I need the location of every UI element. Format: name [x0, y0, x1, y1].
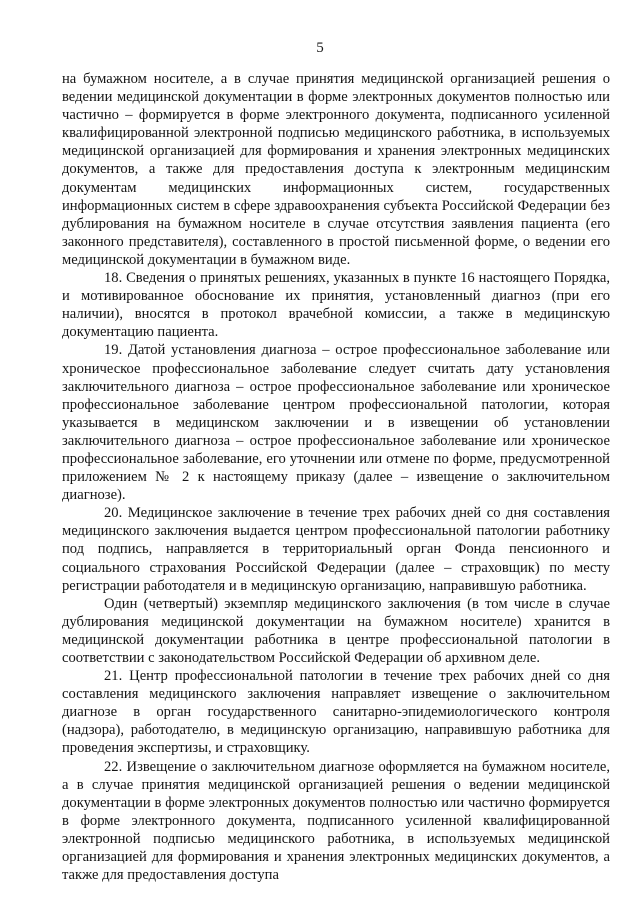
paragraph-18: 18. Сведения о принятых решениях, указанных в пункте 16 настоящего Порядка, и мотивированное обоснование их принятия, установленный диагноз (при его наличии), вносятся в протокол врачебной комиссии, а также в медицинскую документацию пациента.	[62, 270, 610, 341]
document-body	[62, 70, 610, 884]
paragraph-20: 20. Медицинское заключение в течение трех рабочих дней со дня составления медицинского заключения выдается центром профессиональной патологии работнику под подпись, направляется в территориальный орган Фонда пенсионного и социального страхования Российской Федерации (далее – страховщик) по месту регистрации работодателя и в медицинскую организацию, направившую работника.	[62, 505, 610, 594]
paragraph-22: 22. Извещение о заключительном диагнозе оформляется на бумажном носителе, а в случае принятия медицинской организацией решения о ведении медицинской документации в форме электронных документов полностью или частично формируется в форме электронного документа, подписанного усиленной квалифицированной электронной подписью медицинского работника, в используемых медицинской организацией для формирования и хранения электронных медицинских документов, а также для предоставления доступа	[62, 758, 610, 884]
paragraph-19: 19. Датой установления диагноза – острое профессиональное заболевание или хроническое профессиональное заболевание следует считать дату установления заключительного диагноза – острое профессиональное заболевание или хроническое профессиональное заболевание центром профессиональной патологии, которая указывается в медицинском заключении и в извещении об установлении заключительного диагноза – острое профессиональное заболевание или хроническое профессиональное заболевание, его уточнении или отмене по форме, предусмотренной приложением № 2 к настоящему приказу (далее – извещение о заключительном диагнозе).	[62, 342, 610, 504]
paragraph-21: 21. Центр профессиональной патологии в течение трех рабочих дней со дня составления медицинского заключения направляет извещение о заключительном диагнозе в орган государственного санитарно-эпидемиологического контроля (надзора), работодателю, в медицинскую организацию, направившую работника для проведения экспертизы, и страховщику.	[62, 668, 610, 757]
paragraph-continuation: на бумажном носителе, а в случае принятия медицинской организацией решения о ведении медицинской документации в форме электронных документов полностью или частично – формируется в форме электронного документа, подписанного усиленной квалифицированной электронной подписью медицинского работника, в используемых медицинской организацией для формирования и хранения электронных медицинских документов, а также для предоставления доступа к электронным медицинским документам медицинских информационных систем, государственных информационных систем в сфере здравоохранения субъекта Российской Федерации без дублирования на бумажном носителе в случае отсутствия заявления пациента (его законного представителя), составленного в простой письменной форме, о ведении его медицинской документации в бумажном виде.	[62, 71, 610, 268]
paragraph-20-archive: Один (четвертый) экземпляр медицинского заключения (в том числе в случае дублирования медицинской документации на бумажном носителе) хранится в медицинской документации работника в центре профессиональной патологии в соответствии с законодательством Российской Федерации об архивном деле.	[62, 595, 610, 666]
page-number: 5	[316, 40, 324, 56]
